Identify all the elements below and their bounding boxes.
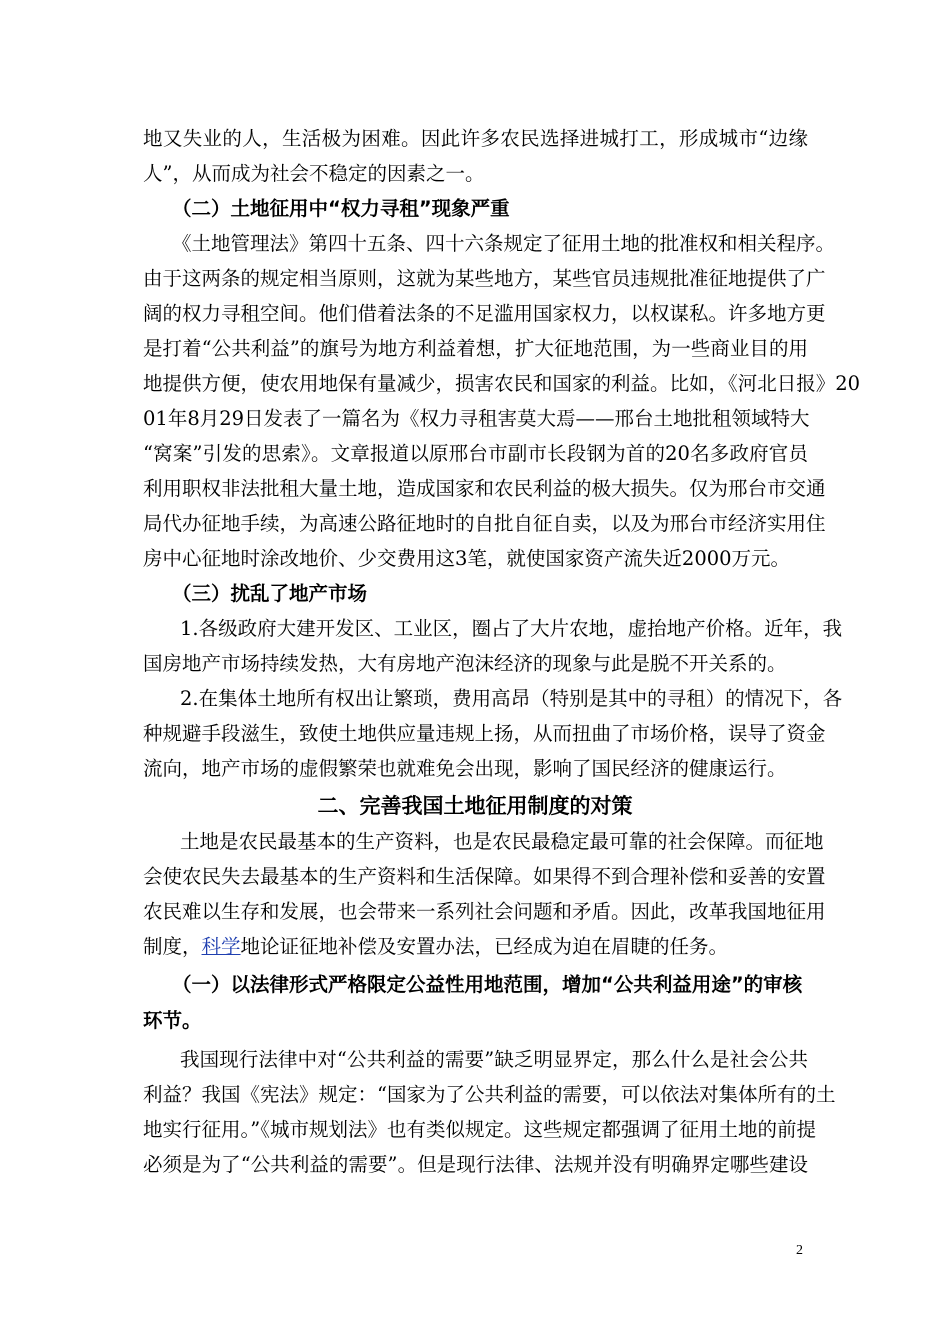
paragraph-line: 1.各级政府大建开发区、工业区，圈占了大片农地，虚抬地产价格。近年，我 (180, 617, 843, 640)
subsection-heading-1-cont: 环节。 (143, 1009, 202, 1032)
paragraph-line: 地又失业的人，生活极为困难。因此许多农民选择进城打工，形成城市“边缘 (143, 127, 808, 150)
paragraph-line: 局代办征地手续，为高速公路征地时的自批自征自卖，以及为邢台市经济实用住 (143, 512, 826, 535)
paragraph-line: “窝案”引发的思索》。文章报道以原邢台市副市长段钢为首的20名多政府官员 (143, 442, 808, 465)
paragraph-line: 是打着“公共利益”的旗号为地方利益着想，扩大征地范围，为一些商业目的用 (143, 337, 808, 360)
science-link[interactable]: 科学 (201, 935, 241, 958)
paragraph-line: 利益？我国《宪法》规定：“国家为了公共利益的需要，可以依法对集体所有的土 (143, 1083, 836, 1106)
paragraph-line: 我国现行法律中对“公共利益的需要”缺乏明显界定，那么什么是社会公共 (180, 1048, 808, 1071)
paragraph-line: 《土地管理法》第四十五条、四十六条规定了征用土地的批准权和相关程序。 (172, 232, 836, 255)
paragraph-line: 农民难以生存和发展，也会带来一系列社会问题和矛盾。因此，改革我国地征用 (143, 900, 826, 923)
paragraph-line: 必须是为了“公共利益的需要”。但是现行法律、法规并没有明确界定哪些建设 (143, 1153, 808, 1176)
paragraph-line (143, 930, 808, 964)
paragraph-line: 国房地产市场持续发热，大有房地产泡沫经济的现象与此是脱不开关系的。 (143, 652, 787, 675)
paragraph-line: 地实行征用。”《城市规划法》也有类似规定。这些规定都强调了征用土地的前提 (143, 1118, 816, 1141)
subsection-heading-1: （一）以法律形式严格限定公益性用地范围，增加“公共利益用途”的审核 (172, 973, 803, 996)
line-text: 地论证征地补偿及安置办法，已经成为迫在眉睫的任务。 (240, 935, 729, 958)
line-text: 制度， (143, 935, 202, 958)
paragraph-line: 房中心征地时涂改地价、少交费用这3笔，就使国家资产流失近2000万元。 (143, 547, 791, 570)
subsection-heading-2: （二）土地征用中“权力寻租”现象严重 (172, 197, 510, 220)
paragraph-line: 地提供方便，使农用地保有量减少，损害农民和国家的利益。比如，《河北日报》20 (143, 372, 861, 395)
section-heading: 二、完善我国土地征用制度的对策 (317, 794, 633, 818)
paragraph-line: 利用职权非法批租大量土地，造成国家和农民利益的极大损失。仅为邢台市交通 (143, 477, 826, 500)
paragraph-line: 2.在集体土地所有权出让繁琐，费用高昂（特别是其中的寻租）的情况下，各 (180, 687, 843, 710)
paragraph-line: 种规避手段滋生，致使土地供应量违规上扬，从而扭曲了市场价格，误导了资金 (143, 722, 826, 745)
paragraph-line: 01年8月29日发表了一篇名为《权力寻租害莫大焉——邢台土地批租领域特大 (143, 407, 810, 430)
paragraph-line: 流向，地产市场的虚假繁荣也就难免会出现，影响了国民经济的健康运行。 (143, 757, 787, 780)
paragraph-line: 阔的权力寻租空间。他们借着法条的不足滥用国家权力，以权谋私。许多地方更 (143, 302, 826, 325)
paragraph-line: 人”，从而成为社会不稳定的因素之一。 (143, 162, 485, 185)
paragraph-line: 会使农民失去最基本的生产资料和生活保障。如果得不到合理补偿和妥善的安置 (143, 865, 826, 888)
subsection-heading-3: （三）扰乱了地产市场 (172, 582, 368, 605)
page-number: 2 (796, 1243, 803, 1258)
paragraph-line: 土地是农民最基本的生产资料，也是农民最稳定最可靠的社会保障。而征地 (180, 830, 824, 853)
paragraph-line: 由于这两条的规定相当原则，这就为某些地方，某些官员违规批准征地提供了广 (143, 267, 826, 290)
